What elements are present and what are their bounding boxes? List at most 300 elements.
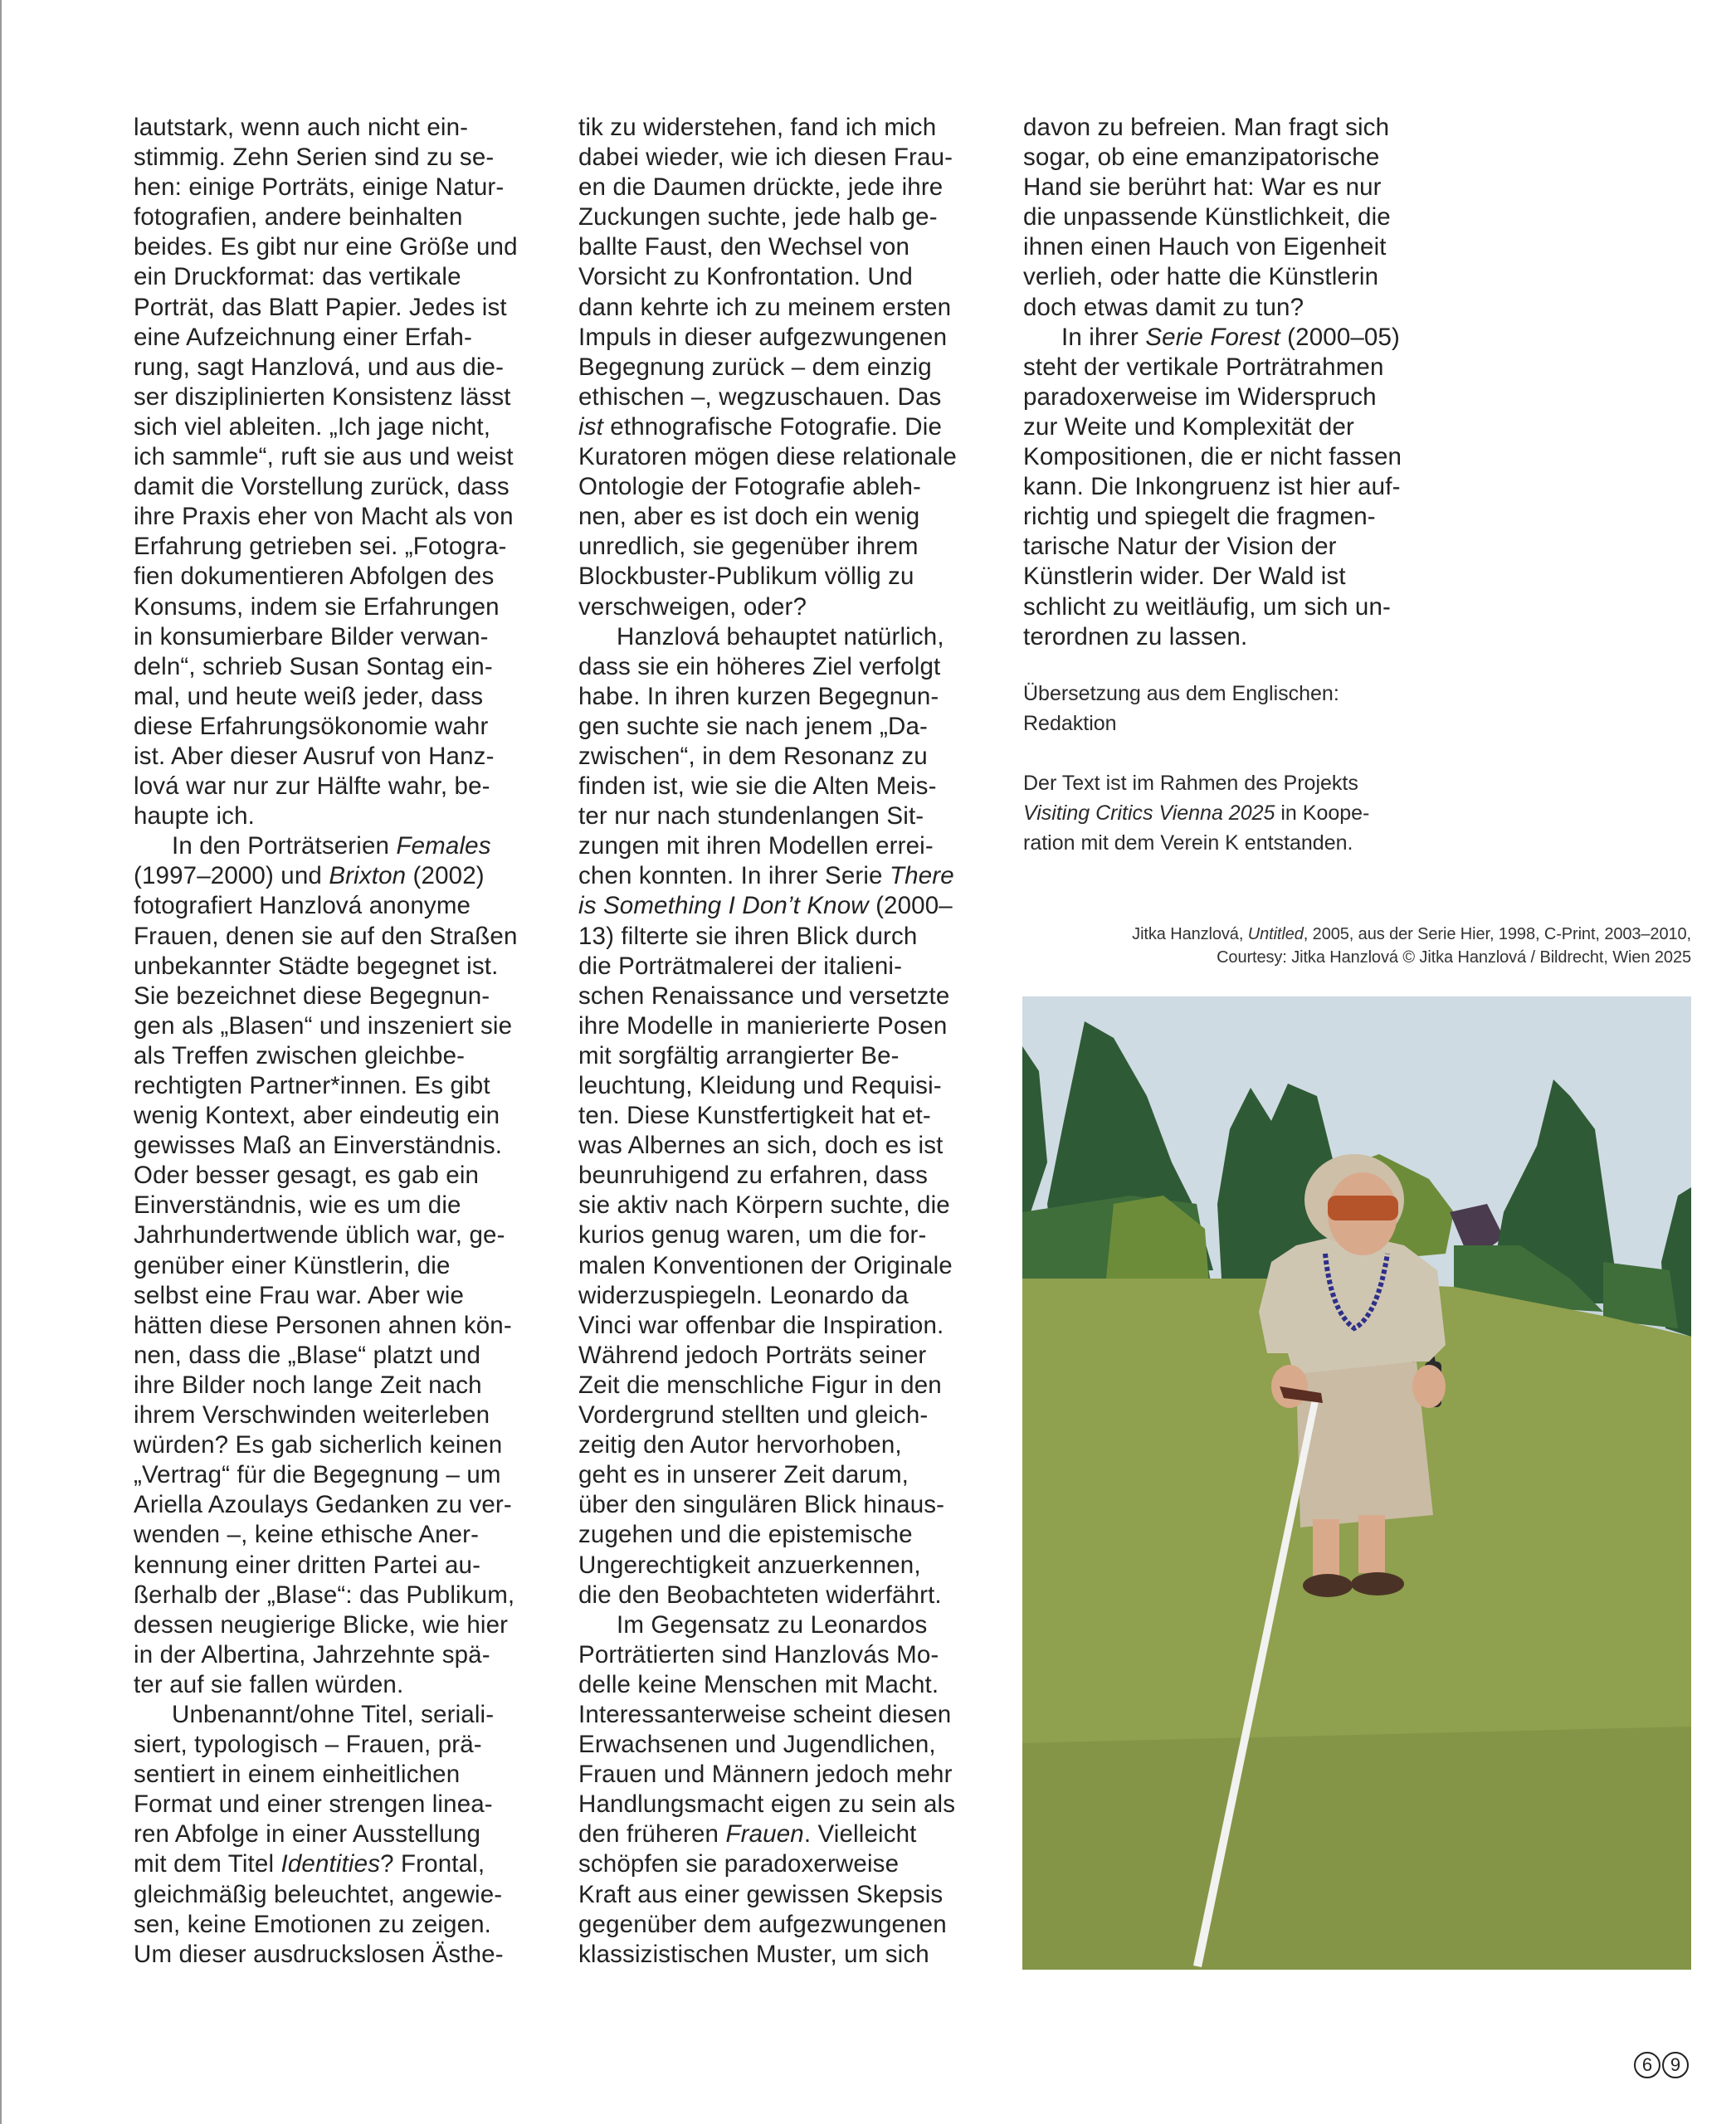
text-line [578, 1430, 1002, 1460]
text-run: beides. Es gibt nur eine Größe und [134, 233, 518, 261]
text-line [578, 1910, 1002, 1940]
text-line [134, 592, 557, 622]
text-line [134, 861, 557, 891]
text-run: Oder besser gesagt, es gab ein [134, 1162, 480, 1190]
text-run: Während jedoch Porträts seiner [578, 1341, 927, 1369]
text-line [134, 1790, 557, 1820]
text-run: richtig und spiegelt die fragmen- [1023, 503, 1376, 531]
text-run: Ontologie der Fotografie ableh- [578, 473, 921, 501]
text-line [578, 173, 1002, 202]
text-line [578, 801, 1002, 831]
text-line [578, 1041, 1002, 1071]
text-run: Hanzlová behauptet natürlich, [617, 622, 944, 650]
text-run: wenig Kontext, aber eindeutig ein [134, 1102, 500, 1130]
text-line [578, 1281, 1002, 1311]
text-line [1023, 323, 1446, 353]
text-line [134, 442, 557, 472]
text-line [578, 1490, 1002, 1520]
text-run: steht der vertikale Porträtrahmen [1023, 353, 1384, 381]
text-run: Frauen, denen sie auf den Straßen [134, 922, 518, 950]
text-line [1023, 293, 1446, 323]
text-line [134, 1011, 557, 1041]
text-run: sich viel ableiten. „Ich jage nicht, [134, 412, 491, 441]
text-run: delle keine Menschen mit Macht. [578, 1670, 939, 1698]
text-run: gen suchte sie nach jenem „Da- [578, 712, 929, 740]
text-line [578, 323, 1002, 353]
text-line [134, 952, 557, 982]
text-run: (2002) [406, 862, 485, 890]
text-run: (1997–2000) und [134, 862, 329, 890]
project-note [1023, 768, 1455, 858]
text-line [1023, 262, 1446, 292]
text-run: ihre Bilder noch lange Zeit nach [134, 1371, 482, 1399]
text-run: hen: einige Porträts, einige Natur- [134, 173, 505, 202]
text-run: eine Aufzeichnung einer Erfah- [134, 323, 472, 351]
italic-title: Identities [280, 1850, 381, 1878]
text-line [1023, 709, 1455, 738]
text-line [134, 1760, 557, 1790]
italic-title: Visiting Critics Vienna 2025 [1023, 801, 1275, 825]
page-edge [0, 0, 2, 2124]
text-line [578, 562, 1002, 592]
text-line [134, 1220, 557, 1250]
text-run: (2000–05) [1280, 323, 1401, 351]
text-run: fotografiert Hanzlová anonyme [134, 892, 471, 920]
text-line [578, 1730, 1002, 1760]
article-column-1 [134, 113, 557, 1970]
text-line [1023, 592, 1446, 622]
text-line [134, 1311, 557, 1341]
text-run: ein Druckformat: das vertikale [134, 263, 461, 291]
text-line [578, 1251, 1002, 1281]
text-run: in Koope- [1275, 801, 1370, 825]
italic-title: Serie Forest [1145, 323, 1280, 351]
text-line [1023, 472, 1446, 502]
text-run: Blockbuster-Publikum völlig zu [578, 563, 914, 591]
text-line [134, 772, 557, 801]
text-line [578, 293, 1002, 323]
text-line [578, 1371, 1002, 1401]
italic-title: Untitled [1247, 925, 1304, 943]
text-line [134, 232, 557, 262]
text-line [134, 113, 557, 143]
text-line [1023, 502, 1446, 532]
text-line [578, 143, 1002, 173]
text-run: siert, typologisch – Frauen, prä- [134, 1731, 482, 1759]
text-run: Um dieser ausdruckslosen Ästhe- [134, 1940, 504, 1968]
text-run: die Porträtmalerei der italieni- [578, 952, 903, 980]
text-run: mit sorgfältig arrangierter Be- [578, 1041, 900, 1069]
text-line [134, 1640, 557, 1670]
text-line [134, 1101, 557, 1131]
text-line [578, 1581, 1002, 1610]
subject-shoe-left [1303, 1574, 1353, 1597]
text-line [134, 472, 557, 502]
text-line [134, 801, 557, 831]
text-line [578, 353, 1002, 382]
tree [1603, 1262, 1678, 1328]
text-run: Zeit die menschliche Figur in den [578, 1371, 942, 1399]
text-run: Handlungsmacht eigen zu sein als [578, 1790, 956, 1819]
text-line [578, 532, 1002, 562]
text-line [1023, 412, 1446, 442]
text-run: Übersetzung aus dem Englischen: [1023, 682, 1339, 705]
text-line [134, 1460, 557, 1490]
text-line [1023, 532, 1446, 562]
text-run: gleichmäßig beleuchtet, angewie- [134, 1880, 503, 1908]
text-run: Jitka Hanzlová, [1132, 925, 1248, 943]
text-line [578, 712, 1002, 742]
text-run: Begegnung zurück – dem einzig [578, 353, 932, 381]
text-run: leuchtung, Kleidung und Requisi- [578, 1072, 942, 1099]
text-line [134, 1940, 557, 1970]
text-line [578, 922, 1002, 952]
text-run: haupte ich. [134, 802, 255, 831]
text-run: hätten diese Personen ahnen kön- [134, 1311, 512, 1339]
text-run: sentiert in einem einheitlichen [134, 1761, 461, 1789]
text-run: Erwachsenen und Jugendlichen, [578, 1731, 936, 1759]
text-run: lová war nur zur Hälfte wahr, be- [134, 772, 490, 801]
text-line [578, 1700, 1002, 1730]
text-line [1023, 442, 1446, 472]
text-line [1023, 113, 1446, 143]
text-run: Jahrhundertwende üblich war, ge- [134, 1221, 505, 1250]
text-run: ihre Praxis eher von Macht als von [134, 503, 514, 531]
text-run: gegenüber dem aufgezwungenen [578, 1910, 947, 1938]
text-run: In den Porträtserien [172, 832, 397, 860]
text-run: wenden –, keine ethische Aner- [134, 1521, 480, 1549]
text-run: 13) filterte sie ihren Blick durch [578, 922, 918, 950]
text-line [1011, 923, 1691, 946]
text-line [134, 712, 557, 742]
text-run: chen konnten. In ihrer Serie [578, 862, 890, 890]
text-line [578, 232, 1002, 262]
text-run: ter nur nach stundenlangen Sit- [578, 802, 924, 831]
text-run: paradoxerweise im Widerspruch [1023, 382, 1377, 411]
text-run: ration mit dem Verein K entstanden. [1023, 831, 1353, 855]
text-line [578, 382, 1002, 412]
text-run: verschweigen, oder? [578, 592, 807, 621]
text-line [578, 1820, 1002, 1849]
text-run: als Treffen zwischen gleichbe- [134, 1041, 466, 1069]
text-run: stimmig. Zehn Serien sind zu se- [134, 144, 495, 172]
text-line [134, 202, 557, 232]
text-line [134, 143, 557, 173]
text-run: Kraft aus einer gewissen Skepsis [578, 1880, 944, 1908]
italic-title: ist [578, 412, 603, 441]
text-run: deln“, schrieb Susan Sontag ein- [134, 652, 493, 680]
text-run: Im Gegensatz zu Leonardos [617, 1610, 928, 1639]
text-line [578, 1071, 1002, 1101]
subject-glasses [1328, 1196, 1398, 1220]
text-line [578, 1341, 1002, 1371]
article-notes [1023, 679, 1455, 888]
text-run: Kuratoren mögen diese relationale [578, 443, 957, 471]
text-line [1023, 353, 1446, 382]
text-line [134, 1610, 557, 1640]
text-line [134, 1730, 557, 1760]
text-run: Impuls in dieser aufgezwungenen [578, 323, 948, 351]
text-run: gewisses Maß an Einverständnis. [134, 1132, 503, 1160]
text-run: verlieh, oder hatte die Künstlerin [1023, 263, 1379, 291]
text-run: kennung einer dritten Partei au- [134, 1551, 481, 1579]
text-line [1023, 232, 1446, 262]
text-run: ßerhalb der „Blase“: das Publikum, [134, 1581, 515, 1609]
text-run: Künstlerin wider. Der Wald ist [1023, 563, 1346, 591]
text-run: klassizistischen Muster, um sich [578, 1940, 929, 1968]
text-line [578, 831, 1002, 861]
text-run: diese Erfahrungsökonomie wahr [134, 712, 489, 740]
text-run: ren Abfolge in einer Ausstellung [134, 1820, 481, 1849]
text-run: ich sammle“, ruft sie aus und weist [134, 443, 514, 471]
text-run: kurios genug waren, um die for- [578, 1221, 927, 1250]
text-run: tarische Natur der Vision der [1023, 533, 1337, 561]
text-run: geht es in unserer Zeit darum, [578, 1461, 909, 1489]
text-line [578, 113, 1002, 143]
photo-caption [1011, 923, 1691, 969]
text-run: ihrem Verschwinden weiterleben [134, 1401, 490, 1430]
translation-note [1023, 679, 1455, 738]
text-run: (2000– [868, 892, 953, 920]
text-line [134, 1670, 557, 1700]
text-run: Zuckungen suchte, jede halb ge- [578, 203, 938, 231]
text-run: Ungerechtigkeit anzuerkennen, [578, 1551, 921, 1579]
text-line [1023, 143, 1446, 173]
text-line [1023, 679, 1455, 709]
text-run: zeitig den Autor hervorhoben, [578, 1431, 902, 1459]
text-line [134, 1551, 557, 1581]
text-run: schöpfen sie paradoxerweise [578, 1850, 900, 1878]
text-run: ihnen einen Hauch von Eigenheit [1023, 233, 1387, 261]
text-run: ballte Faust, den Wechsel von [578, 233, 909, 261]
text-line [134, 652, 557, 682]
subject-leg-right [1358, 1515, 1385, 1573]
text-line [134, 1820, 557, 1849]
text-line [134, 922, 557, 952]
text-run: malen Konventionen der Originale [578, 1251, 953, 1279]
text-line [578, 1401, 1002, 1430]
text-line [578, 472, 1002, 502]
text-line [134, 1251, 557, 1281]
portrait-photo-illustration [1022, 996, 1691, 1970]
text-run: die den Beobachteten widerfährt. [578, 1581, 942, 1609]
text-line [134, 262, 557, 292]
text-run: sen, keine Emotionen zu zeigen. [134, 1910, 492, 1938]
text-line [134, 1849, 557, 1879]
text-run: Kompositionen, die er nicht fassen [1023, 443, 1402, 471]
text-run: in der Albertina, Jahrzehnte spä- [134, 1640, 490, 1669]
text-run: über den singulären Blick hinaus- [578, 1491, 945, 1519]
text-run: Sie bezeichnet diese Begegnun- [134, 982, 490, 1010]
text-run: mit dem Titel [134, 1850, 281, 1878]
text-line [578, 412, 1002, 442]
text-line [134, 1700, 557, 1730]
text-line [578, 1101, 1002, 1131]
text-run: würden? Es gab sicherlich keinen [134, 1431, 503, 1459]
text-run: ihre Modelle in manierierte Posen [578, 1011, 948, 1040]
italic-title: There [889, 862, 954, 890]
text-line [134, 562, 557, 592]
text-line [578, 1220, 1002, 1250]
text-line [578, 1551, 1002, 1581]
text-line [578, 1460, 1002, 1490]
text-run: Hand sie berührt hat: War es nur [1023, 173, 1382, 202]
text-line [1023, 173, 1446, 202]
text-run: rechtigten Partner*innen. Es gibt [134, 1072, 490, 1099]
text-run: zugehen und die epistemische [578, 1521, 913, 1549]
text-run: Erfahrung getrieben sei. „Fotogra- [134, 533, 507, 561]
text-run: In ihrer [1061, 323, 1146, 351]
text-line [578, 952, 1002, 982]
subject-shoe-right [1351, 1572, 1404, 1595]
text-line [578, 1790, 1002, 1820]
text-line [578, 592, 1002, 622]
italic-title: is Something I Don’t Know [578, 892, 869, 920]
text-line [1023, 562, 1446, 592]
text-run: Vordergrund stellten und gleich- [578, 1401, 929, 1430]
text-run: kann. Die Inkongruenz ist hier auf- [1023, 473, 1401, 501]
article-column-3 [1023, 113, 1446, 652]
text-line [134, 323, 557, 353]
page-number-digit: 9 [1662, 2052, 1689, 2078]
text-run: zur Weite und Komplexität der [1023, 412, 1354, 441]
text-run: Konsums, indem sie Erfahrungen [134, 592, 500, 621]
text-run: zwischen“, in dem Resonanz zu [578, 742, 928, 770]
text-line [134, 1071, 557, 1101]
text-line [578, 742, 1002, 772]
subject-hand-right [1412, 1365, 1446, 1408]
text-run: ter auf sie fallen würden. [134, 1670, 404, 1698]
text-run: schen Renaissance und versetzte [578, 982, 950, 1010]
text-run: ist. Aber dieser Ausruf von Hanz- [134, 742, 495, 770]
text-run: Einverständnis, wie es um die [134, 1191, 461, 1220]
text-run: Vorsicht zu Konfrontation. Und [578, 263, 913, 291]
text-run: ? Frontal, [380, 1850, 485, 1878]
article-column-2 [578, 113, 1002, 1970]
text-run: dessen neugierige Blicke, wie hier [134, 1610, 509, 1639]
text-line [578, 1849, 1002, 1879]
text-run: „Vertrag“ für die Begegnung – um [134, 1461, 501, 1489]
text-line [134, 293, 557, 323]
text-run: Porträtierten sind Hanzlovás Mo- [578, 1640, 939, 1669]
text-line [134, 1910, 557, 1940]
text-line [134, 1041, 557, 1071]
text-run: beunruhigend zu erfahren, dass [578, 1162, 929, 1190]
text-run: zungen mit ihren Modellen errei- [578, 832, 934, 860]
text-run: Frauen und Männern jedoch mehr [578, 1761, 953, 1789]
text-run: dann kehrte ich zu meinem ersten [578, 293, 952, 321]
text-line [1023, 202, 1446, 232]
text-run: ten. Diese Kunstfertigkeit hat et- [578, 1102, 931, 1130]
text-line [134, 1581, 557, 1610]
text-line [134, 1371, 557, 1401]
text-run: rung, sagt Hanzlová, und aus die- [134, 353, 505, 381]
photo-lawn-shade [1022, 1727, 1691, 1970]
text-line [134, 1161, 557, 1191]
text-line [134, 682, 557, 712]
text-line [134, 1490, 557, 1520]
text-line [134, 1520, 557, 1550]
text-line [578, 1520, 1002, 1550]
text-line [578, 861, 1002, 891]
text-line [134, 1281, 557, 1311]
text-run: widerzuspiegeln. Leonardo da [578, 1281, 909, 1309]
text-run: genüber einer Künstlerin, die [134, 1251, 451, 1279]
text-line [578, 1161, 1002, 1191]
text-line [1023, 768, 1455, 798]
text-run: den früheren [578, 1820, 726, 1849]
page-number-digit: 6 [1634, 2052, 1660, 2078]
text-run: lautstark, wenn auch nicht ein- [134, 114, 469, 141]
text-run: Ariella Azoulays Gedanken zu ver- [134, 1491, 512, 1519]
text-line [1011, 946, 1691, 969]
text-line [578, 622, 1002, 652]
text-line [578, 502, 1002, 532]
text-run: ser disziplinierten Konsistenz lässt [134, 382, 511, 411]
text-line [578, 442, 1002, 472]
text-line [134, 1880, 557, 1910]
subject-hand-left [1271, 1365, 1308, 1408]
text-run: was Albernes an sich, doch es ist [578, 1132, 944, 1160]
text-line [134, 382, 557, 412]
text-line [1023, 828, 1455, 858]
text-run: tik zu widerstehen, fand ich mich [578, 114, 937, 141]
text-run: terordnen zu lassen. [1023, 622, 1248, 650]
text-run: habe. In ihren kurzen Begegnun- [578, 682, 939, 710]
text-run: fotografien, andere beinhalten [134, 203, 463, 231]
text-run: unbekannter Städte begegnet ist. [134, 952, 499, 980]
text-line [578, 1311, 1002, 1341]
text-run: sogar, ob eine emanzipatorische [1023, 144, 1380, 172]
text-run: sie aktiv nach Körpern suchte, die [578, 1191, 950, 1220]
text-run: fien dokumentieren Abfolgen des [134, 563, 495, 591]
text-run: davon zu befreien. Man fragt sich [1023, 114, 1390, 141]
text-run: nen, aber es ist doch ein wenig [578, 503, 920, 531]
text-line [134, 1341, 557, 1371]
text-run: nen, dass die „Blase“ platzt und [134, 1341, 481, 1369]
text-line [578, 1191, 1002, 1220]
text-line [134, 891, 557, 921]
text-line [578, 682, 1002, 712]
text-line [1023, 798, 1455, 828]
text-run: ethnografische Fotografie. Die [602, 412, 942, 441]
text-line [134, 532, 557, 562]
text-line [578, 202, 1002, 232]
text-line [578, 1760, 1002, 1790]
text-run: Unbenannt/ohne Titel, seriali- [172, 1700, 495, 1728]
text-run: selbst eine Frau war. Aber wie [134, 1281, 465, 1309]
text-line [578, 982, 1002, 1011]
text-run: dabei wieder, wie ich diesen Frau- [578, 144, 953, 172]
page-number [1634, 2052, 1689, 2078]
text-run: ethischen –, wegzuschauen. Das [578, 382, 942, 411]
text-run: gen als „Blasen“ und inszeniert sie [134, 1011, 513, 1040]
text-line [134, 412, 557, 442]
text-run: Porträt, das Blatt Papier. Jedes ist [134, 293, 507, 321]
text-line [578, 1940, 1002, 1970]
text-run: , 2005, aus der Serie Hier, 1998, C-Print, 2003–2010, [1303, 925, 1691, 943]
italic-title: Frauen [725, 1820, 804, 1849]
italic-title: Females [396, 832, 491, 860]
text-line [134, 1131, 557, 1161]
text-run: Redaktion [1023, 712, 1117, 735]
text-run: doch etwas damit zu tun? [1023, 293, 1304, 321]
text-run: in konsumierbare Bilder verwan- [134, 622, 489, 650]
text-run: Format und einer strengen linea- [134, 1790, 493, 1819]
text-line [578, 1610, 1002, 1640]
text-run: damit die Vorstellung zurück, dass [134, 473, 510, 501]
portrait-photo [1022, 996, 1691, 1970]
